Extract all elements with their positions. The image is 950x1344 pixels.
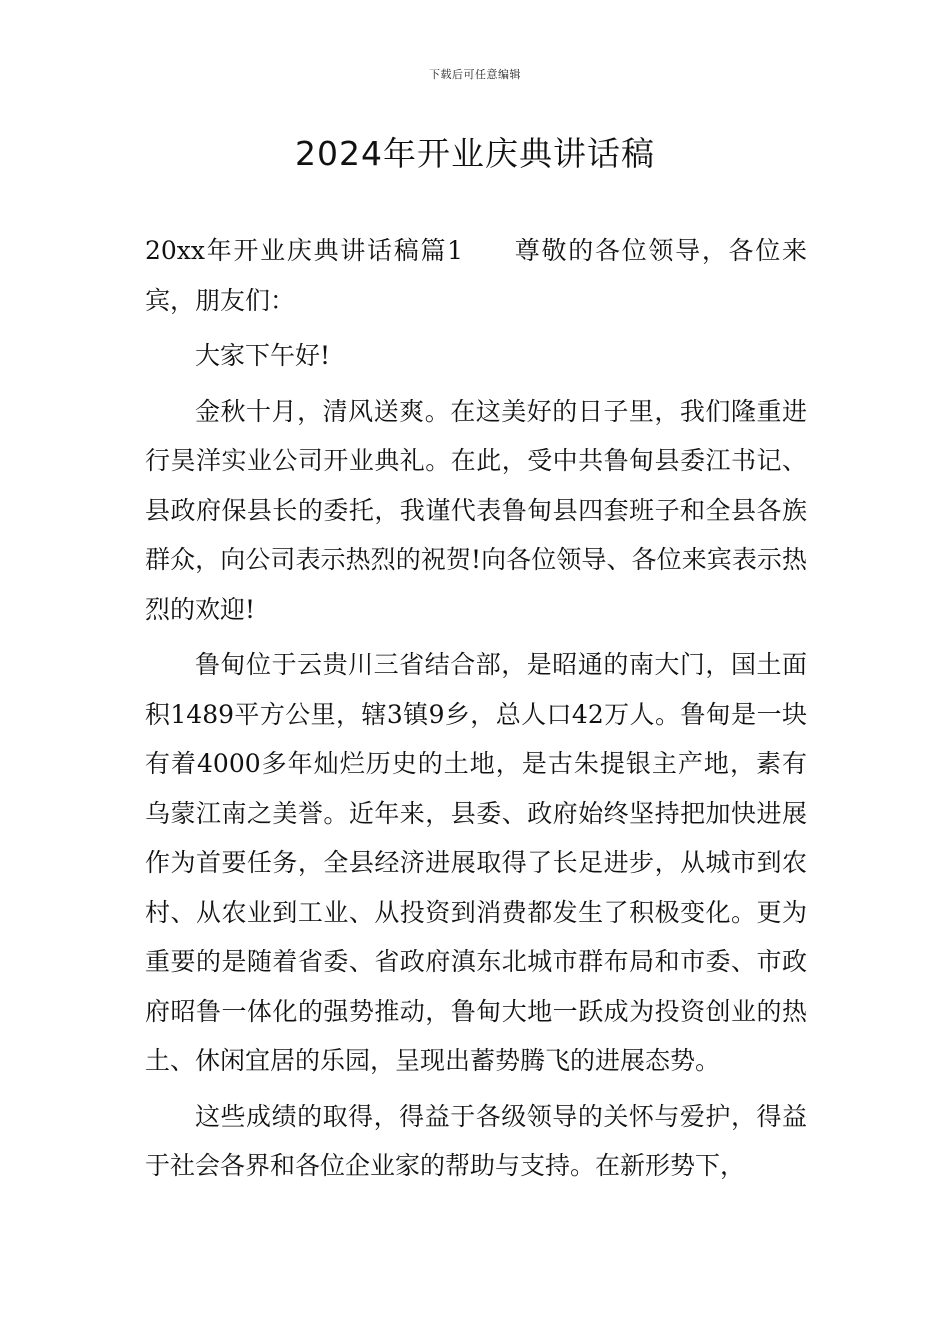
document-body (145, 226, 807, 1197)
header-note: 下载后可任意编辑 (429, 68, 521, 81)
salutation: 尊敬的各位领导，各位来宾，朋友们： (145, 236, 807, 315)
body-paragraph: 鲁甸位于云贵川三省结合部，是昭通的南大门，国土面积1489平方公里，辖3镇9乡，总人口42万人。鲁甸是一块有着4000多年灿烂历史的土地，是古朱提银主产地，素有乌蒙江南之美誉。近年来，县委、政府始终坚持把加快进展作为首要任务，全县经济进展取得了长足进步，从城市到农村、从农业到工业、从投资到消费都发生了积极变化。更为重要的是随着省委、省政府滇东北城市群布局和市委、市政府昭鲁一体化的强势推动，鲁甸大地一跃成为投资创业的热土、休闲宜居的乐园，呈现出蓄势腾飞的进展态势。 (145, 650, 807, 1075)
intro-paragraph (145, 226, 807, 325)
document-title: 2024年开业庆典讲话稿 (295, 134, 655, 173)
body-paragraph: 这些成绩的取得，得益于各级领导的关怀与爱护，得益于社会各界和各位企业家的帮助与支持。在新形势下， (145, 1101, 807, 1180)
body-paragraph: 大家下午好! (195, 341, 331, 370)
body-paragraph: 金秋十月，清风送爽。在这美好的日子里，我们隆重进行昊洋实业公司开业典礼。在此，受中共鲁甸县委江书记、县政府保县长的委托，我谨代表鲁甸县四套班子和全县各族群众，向公司表示热烈的祝贺!向各位领导、各位来宾表示热烈的欢迎! (145, 396, 807, 624)
section-label: 20xx年开业庆典讲话稿篇1 (145, 236, 464, 265)
